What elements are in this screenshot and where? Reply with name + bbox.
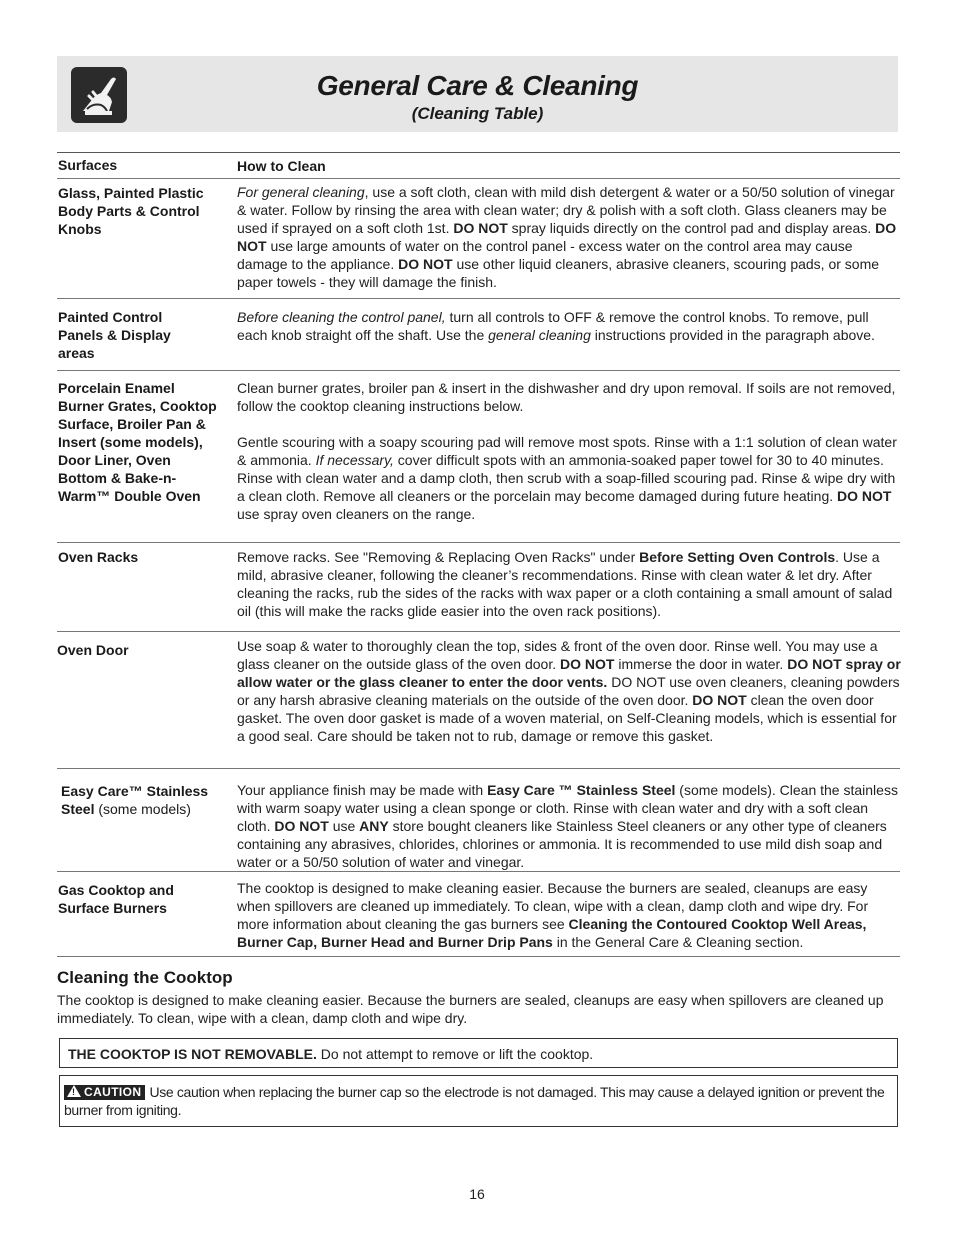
emphasis-italic: Before cleaning the control panel, [237, 309, 446, 325]
emphasis-bold: ANY [359, 818, 389, 834]
text-run: use other liquid cleaners, abrasive cleaners, scouring pads, or some paper towels - they will damage the finish. [237, 256, 880, 290]
text-run: Clean burner grates, broiler pan & insert in the dishwasher and dry upon removal. If soils are not removed, follow the cooktop cleaning instructions below. [237, 380, 896, 414]
text-run: immerse the door in water. [614, 656, 788, 672]
howto-paragraph [237, 637, 902, 745]
emphasis-bold: DO NOT [692, 692, 747, 708]
caution-text: Use caution when replacing the burner cap so the electrode is not damaged. This may cause a delayed ignition or prevent the burner from igniting. [64, 1084, 885, 1118]
howto-oven-door [237, 637, 902, 745]
emphasis-bold: DO NOT [274, 818, 329, 834]
emphasis-bold: DO NOT [398, 256, 453, 272]
caution-badge [64, 1085, 145, 1100]
text-run: Use soap & water to thoroughly clean the top, sides & front of the oven door. Rinse well. You may use a glass cleaner on the outside glass of the oven door. [237, 638, 878, 672]
header-band [57, 56, 898, 132]
howto-painted-control-panels [237, 308, 902, 344]
text-run: instructions provided in the paragraph above. [590, 327, 875, 343]
text-run: (some models). Clean the stainless with warm soapy water using a clean sponge or cloth. Rinse with clean water and dry with a soft clean cloth. [237, 782, 898, 834]
emphasis-bold: DO NOT [453, 220, 508, 236]
text-run: DO NOT use oven cleaners, cleaning powders or any harsh abrasive cleaning materials on the outside of the oven door. [237, 674, 900, 708]
column-header-surfaces: Surfaces [58, 157, 118, 173]
emphasis-bold: Cleaning the Contoured Cooktop Well Areas, Burner Cap, Burner Head and Burner Drip Pans [237, 916, 867, 950]
howto-paragraph [237, 781, 902, 871]
howto-paragraph [237, 548, 902, 620]
surface-porcelain-enamel: Porcelain Enamel Burner Grates, Cooktop Surface, Broiler Pan & Insert (some models), Door Liner, Oven Bottom & Bake-n-Warm™ Double Oven [58, 380, 217, 504]
text-run: . Use a mild, abrasive cleaner, following the cleaner’s recommendations. Rinse with clean water & let dry. After cleaning the racks, rub the sides of the racks with wax paper or a cloth containing a small amount of salad oil (this will make the racks glide easier into the oven rack positions). [237, 549, 893, 619]
howto-oven-racks [237, 548, 902, 620]
row-divider [57, 178, 900, 179]
howto-glass-painted-plastic [237, 183, 902, 291]
howto-paragraph [237, 183, 902, 291]
text-run: store bought cleaners like Stainless Steel cleaners or any other type of cleaners containing any abrasives, chlorides, chlorines or ammonia. It is recommended to use mild dish soap and water or a 50/50 solution of water and vinegar. [237, 818, 887, 870]
surface-gas-cooktop: Gas Cooktop and Surface Burners [58, 882, 174, 916]
notice-text: Do not attempt to remove or lift the cooktop. [316, 1046, 594, 1062]
row-divider [57, 542, 900, 543]
emphasis-bold: Easy Care ™ Stainless Steel [487, 782, 676, 798]
caution-badge-label: CAUTION [84, 1085, 142, 1099]
text-run: The cooktop is designed to make cleaning easier. Because the burners are sealed, cleanups are easy when spillovers are cleaned up immediately. To clean, wipe with a clean, damp cloth and wipe dry. For more information about cleaning the gas burners see [237, 880, 869, 932]
howto-easy-care-stainless [237, 781, 902, 871]
page-title: General Care & Cleaning [316, 70, 639, 101]
section-paragraph: The cooktop is designed to make cleaning easier. Because the burners are sealed, cleanups are easy when spillovers are cleaned up immediately. To clean, wipe with a clean, damp cloth and wipe dry. [57, 992, 884, 1026]
column-header-how-to-clean: How to Clean [237, 158, 326, 174]
notice-box [59, 1038, 898, 1068]
howto-paragraph [237, 433, 902, 523]
emphasis-italic: general cleaning [488, 327, 591, 343]
howto-porcelain-enamel [237, 379, 902, 523]
row-divider [57, 631, 900, 632]
emphasis-bold: DO NOT [237, 220, 897, 254]
emphasis-italic: For general cleaning [237, 184, 365, 200]
text-run: cover difficult spots with an ammonia-soaked paper towel for 30 to 40 minutes. Rinse with clean water and a damp cloth, then scrub with a soap-filled scouring pad. Rinse & wipe dry with a clean cloth. Remove all cleaners or the porcelain may become damaged during future heating. [237, 452, 896, 504]
row-divider [57, 298, 900, 299]
text-run: turn all controls to OFF & remove the control knobs. To remove, pull each knob straight off the shaft. Use the [237, 309, 869, 343]
text-run: , use a soft cloth, clean with mild dish detergent & water or a 50/50 solution of vinegar & water. Follow by rinsing the area with clean water; dry & polish with a soft cloth. Glass cleaners may be used if sprayed on a soft cloth 1st. [237, 184, 895, 236]
notice-bold-text: THE COOKTOP IS NOT REMOVABLE. [68, 1046, 317, 1062]
emphasis-italic: If necessary, [315, 452, 394, 468]
emphasis-bold: DO NOT spray or allow water or the glass cleaner to enter the door vents. [237, 656, 901, 690]
warning-triangle-icon: ! [67, 1085, 81, 1097]
surface-painted-control-panels: Painted Control Panels & Display areas [58, 309, 171, 361]
surface-easy-care-stainless-note: (some models) [98, 801, 191, 817]
text-run: Remove racks. See "Removing & Replacing Oven Racks" under [237, 549, 640, 565]
howto-paragraph [237, 879, 902, 951]
surface-easy-care-stainless-label: Easy Care™ Stainless Steel [61, 783, 209, 817]
row-divider [57, 871, 900, 872]
section-heading: Cleaning the Cooktop [57, 968, 233, 987]
howto-paragraph [237, 379, 902, 415]
howto-paragraph [237, 308, 902, 344]
page-subtitle: (Cleaning Table) [411, 104, 544, 123]
page-number: 16 [469, 1186, 485, 1202]
emphasis-bold: DO NOT [837, 488, 892, 504]
emphasis-bold: DO NOT [560, 656, 615, 672]
caution-box [59, 1075, 898, 1127]
text-run: use spray oven cleaners on the range. [237, 506, 476, 522]
howto-gas-cooktop [237, 879, 902, 951]
surface-oven-racks: Oven Racks [58, 549, 139, 565]
text-run: clean the oven door gasket. The oven door gasket is made of a woven material, on Self-Cleaning models, which is essential for a good seal. Care should be taken not to rub, damage or remove this gasket. [237, 692, 897, 744]
text-run: spray liquids directly on the control pad and display areas. [507, 220, 876, 236]
surface-glass-painted-plastic: Glass, Painted Plastic Body Parts & Control Knobs [58, 185, 204, 237]
row-divider [57, 370, 900, 371]
row-divider [57, 768, 900, 769]
row-divider [57, 956, 900, 957]
emphasis-bold: Before Setting Oven Controls [639, 549, 836, 565]
text-run: use large amounts of water on the control panel - excess water on the control area may cause damage to the appliance. [237, 238, 853, 272]
text-run: use [328, 818, 360, 834]
surface-easy-care-stainless [61, 782, 229, 818]
surface-oven-door: Oven Door [57, 642, 129, 658]
text-run: in the General Care & Cleaning section. [552, 934, 804, 950]
text-run: Your appliance finish may be made with [237, 782, 488, 798]
text-run: Gentle scouring with a soapy scouring pad will remove most spots. Rinse with a 1:1 solution of clean water & ammonia. [237, 434, 897, 468]
table-top-rule [57, 152, 900, 153]
